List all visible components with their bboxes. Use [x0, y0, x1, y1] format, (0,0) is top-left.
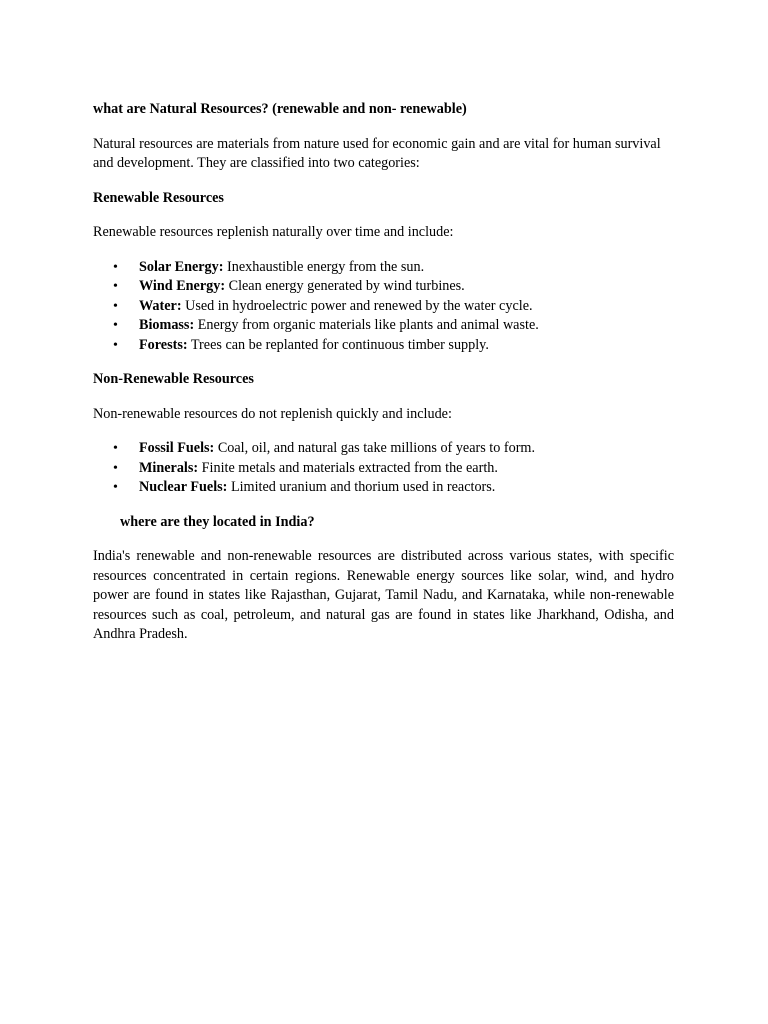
item-term: Forests: [139, 336, 188, 353]
bullet-icon: • [113, 460, 118, 476]
list-item [93, 439, 674, 459]
list-item [93, 336, 674, 356]
list-item [93, 277, 674, 297]
list-item [93, 316, 674, 336]
item-term: Nuclear Fuels: [139, 479, 228, 495]
item-text: Clean energy generated by wind turbines. [225, 278, 465, 294]
intro-paragraph: Natural resources are materials from nature used for economic gain and are vital for human survival and development. They are classified into two categories: [93, 135, 661, 171]
renewable-list [93, 258, 674, 356]
item-term: Fossil Fuels: [139, 440, 215, 456]
bullet-icon: • [113, 259, 118, 275]
item-term: Minerals: [139, 459, 199, 476]
item-term: Solar Energy: [139, 258, 224, 275]
bullet-icon: • [113, 480, 118, 495]
bullet-icon: • [113, 318, 118, 333]
list-item [93, 297, 674, 317]
renewable-heading: Renewable Resources [93, 189, 224, 206]
nonrenewable-heading: Non-Renewable Resources [93, 371, 254, 387]
item-text: Finite metals and materials extracted from the earth. [198, 459, 498, 476]
nonrenewable-list [93, 439, 674, 498]
item-text: Trees can be replanted for continuous timber supply. [187, 336, 489, 353]
list-item [93, 459, 674, 479]
bullet-icon: • [113, 441, 118, 456]
document-page [93, 100, 674, 645]
item-term: Water: [139, 297, 182, 314]
location-heading: where are they located in India? [120, 513, 315, 530]
item-text: Inexhaustible energy from the sun. [223, 258, 425, 275]
location-paragraph: India's renewable and non-renewable resources are distributed across various states, with specific resources concentrated in certain regions. Renewable energy sources like solar, wind, and hydro power are found in states like Rajasthan, Gujarat, Tamil Nadu, and Karnataka, while non-renewable resources such as coal, petroleum, and natural gas are found in states like Jharkhand, Odisha, and Andhra Pradesh. [93, 548, 674, 642]
list-item [93, 258, 674, 278]
renewable-intro: Renewable resources replenish naturally over time and include: [93, 224, 454, 240]
bullet-icon: • [113, 337, 118, 353]
item-term: Biomass: [139, 317, 195, 333]
item-text: Coal, oil, and natural gas take millions of years to form. [214, 440, 536, 456]
item-term: Wind Energy: [139, 278, 226, 294]
document-title: what are Natural Resources? (renewable and non- renewable) [93, 101, 467, 117]
item-text: Limited uranium and thorium used in reactors. [227, 479, 496, 495]
item-text: Used in hydroelectric power and renewed by the water cycle. [181, 297, 533, 314]
bullet-icon: • [113, 298, 118, 314]
list-item [93, 478, 674, 498]
bullet-icon: • [113, 279, 118, 294]
item-text: Energy from organic materials like plants and animal waste. [194, 317, 539, 333]
nonrenewable-intro: Non-renewable resources do not replenish quickly and include: [93, 405, 452, 422]
